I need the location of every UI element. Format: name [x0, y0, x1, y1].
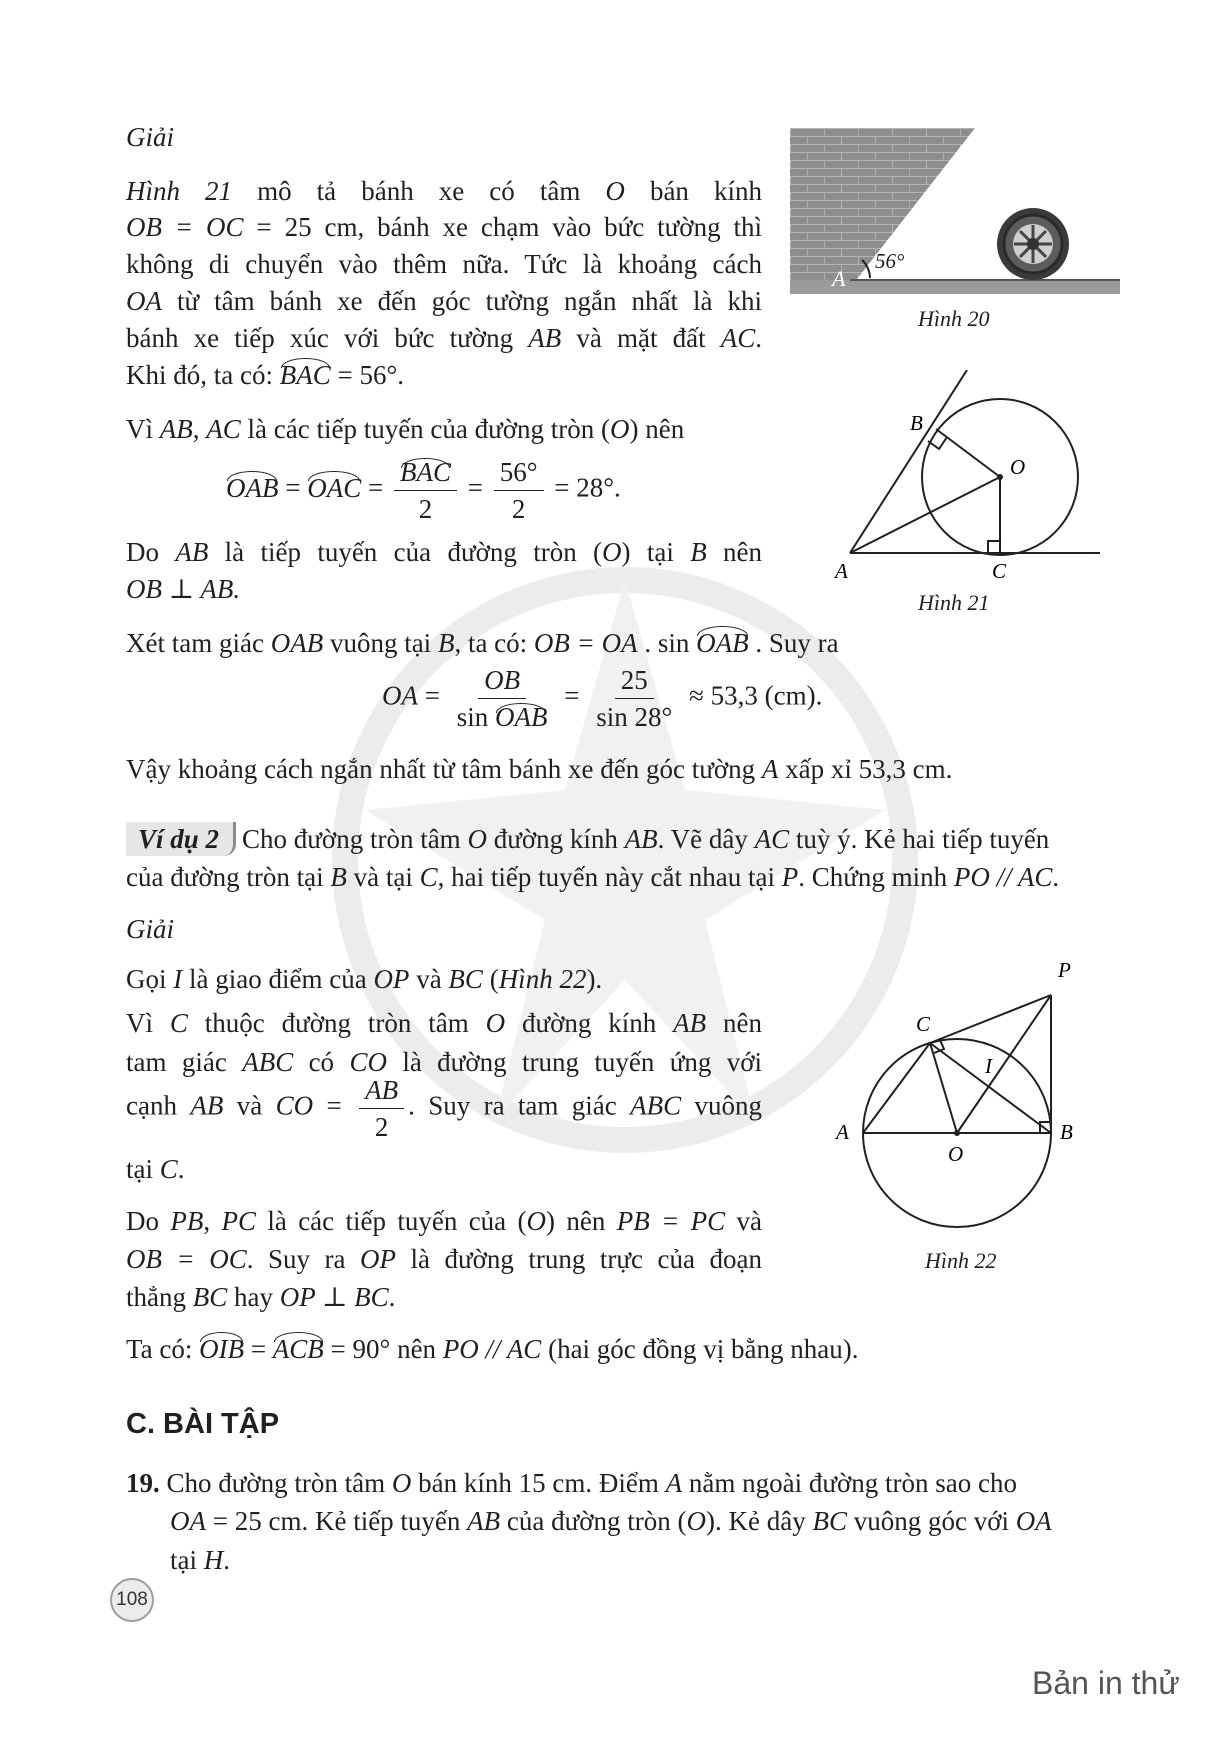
fig21-label-b: B — [910, 411, 923, 435]
solution1-line10: Xét tam giác OAB vuông tại B, ta có: OB = OA . sin OAB . Suy ra — [126, 624, 839, 662]
solution1-line5: bánh xe tiếp xúc với bức tường AB và mặt đất AC. — [126, 323, 762, 353]
solution2-line8: thẳng BC hay OP ⊥ BC. — [126, 1282, 396, 1312]
solution2-line9: Ta có: OIB = ACB = 90° nên PO // AC (hai góc đồng vị bằng nhau). — [126, 1330, 859, 1368]
solution1-line1: Hình 21 mô tả bánh xe có tâm O bán kính — [126, 176, 762, 206]
solution1-line7: Vì AB, AC là các tiếp tuyến của đường tròn (O) nên — [126, 414, 685, 444]
solution1-line6: Khi đó, ta có: BAC = 56°. — [126, 356, 404, 394]
fig22-label-o: O — [948, 1142, 964, 1166]
solution1-line9: OB ⊥ AB. — [126, 574, 241, 604]
solution2-line3: tam giác ABC có CO là đường trung tuyến ứng với — [126, 1047, 762, 1077]
angle-bac: BAC — [280, 356, 331, 394]
fig21-label-c: C — [992, 559, 1007, 580]
solution1-line11: Vậy khoảng cách ngắn nhất từ tâm bánh xe đến góc tường A xấp xỉ 53,3 cm. — [126, 754, 953, 784]
fig21-caption: Hình 21 — [918, 590, 990, 615]
figure-20-wall-wheel — [790, 128, 1120, 298]
fig20-vertex-label: A — [832, 266, 846, 291]
fig21-label-o: O — [1010, 455, 1026, 479]
solution2-line6: Do PB, PC là các tiếp tuyến của (O) nên PB = PC và — [126, 1206, 762, 1236]
exercise19-line1: 19. Cho đường tròn tâm O bán kính 15 cm. Điểm A nằm ngoài đường tròn sao cho — [126, 1468, 1017, 1498]
page-number: 108 — [110, 1578, 154, 1622]
example2-line2: của đường tròn tại B và tại C, hai tiếp tuyến này cắt nhau tại P. Chứng minh PO // AC. — [126, 862, 1060, 892]
solution2-line7: OB = OC. Suy ra OP là đường trung trực của đoạn — [126, 1244, 762, 1274]
solution2-line4: cạnh AB và CO = $\frac{AB}{2}$ . Suy ra tam giác ABC vuông — [126, 1075, 763, 1142]
example2-line1: Ví dụ 2 Cho đường tròn tâm O đường kính AB. Vẽ dây AC tuỳ ý. Kẻ hai tiếp tuyến — [126, 820, 1049, 858]
fig22-label-a: A — [836, 1120, 849, 1144]
fig21-label-a: A — [835, 559, 848, 580]
exercise19-line2: OA = 25 cm. Kẻ tiếp tuyến AB của đường tròn (O). Kẻ dây BC vuông góc với OA — [170, 1506, 1052, 1536]
draft-label: Bản in thử — [1032, 1665, 1180, 1701]
wheel-icon — [997, 208, 1069, 280]
solution1-line2: OB = OC = 25 cm, bánh xe chạm vào bức tường thì — [126, 212, 762, 242]
fig22-label-c: C — [916, 1012, 931, 1036]
solution2-label: Giải — [126, 914, 175, 944]
fig22-label-b: B — [1060, 1120, 1073, 1144]
solution2-line1: Gọi I là giao điểm của OP và BC (Hình 22). — [126, 964, 603, 994]
solution-label: Giải — [126, 122, 175, 152]
equation-1: OAB = OAC = $\frac{\text{BAC}}{2}$ = $\frac{56^\circ}{2}$ = 28°. — [226, 457, 621, 524]
solution2-line5: tại C. — [126, 1154, 185, 1184]
fig20-angle-label: 56° — [875, 249, 905, 273]
fig22-label-i: I — [985, 1054, 992, 1078]
fig20-caption: Hình 20 — [918, 306, 990, 331]
solution1-line8: Do AB là tiếp tuyến của đường tròn (O) tại B nên — [126, 537, 763, 567]
solution1-line3: không di chuyển vào thêm nữa. Tức là khoảng cách — [126, 249, 762, 279]
example-label: Ví dụ 2 — [126, 822, 236, 856]
solution2-line2: Vì C thuộc đường tròn tâm O đường kính AB nên — [126, 1008, 763, 1038]
figure-22-diagram — [830, 955, 1100, 1255]
section-title: C. BÀI TẬP — [126, 1408, 280, 1440]
figure-21-diagram — [820, 370, 1120, 580]
solution1-line4: OA từ tâm bánh xe đến góc tường ngắn nhất là khi — [126, 286, 762, 316]
equation-2: OA = $\frac{OB}{\text{sin OAB}}$ = $\frac{25}{\sin 28^\circ}$ ≈ 53,3 (cm). — [382, 665, 823, 732]
fig22-label-p: P — [1058, 958, 1071, 982]
fig22-caption: Hình 22 — [925, 1248, 997, 1273]
exercise19-line3: tại H. — [170, 1545, 230, 1575]
